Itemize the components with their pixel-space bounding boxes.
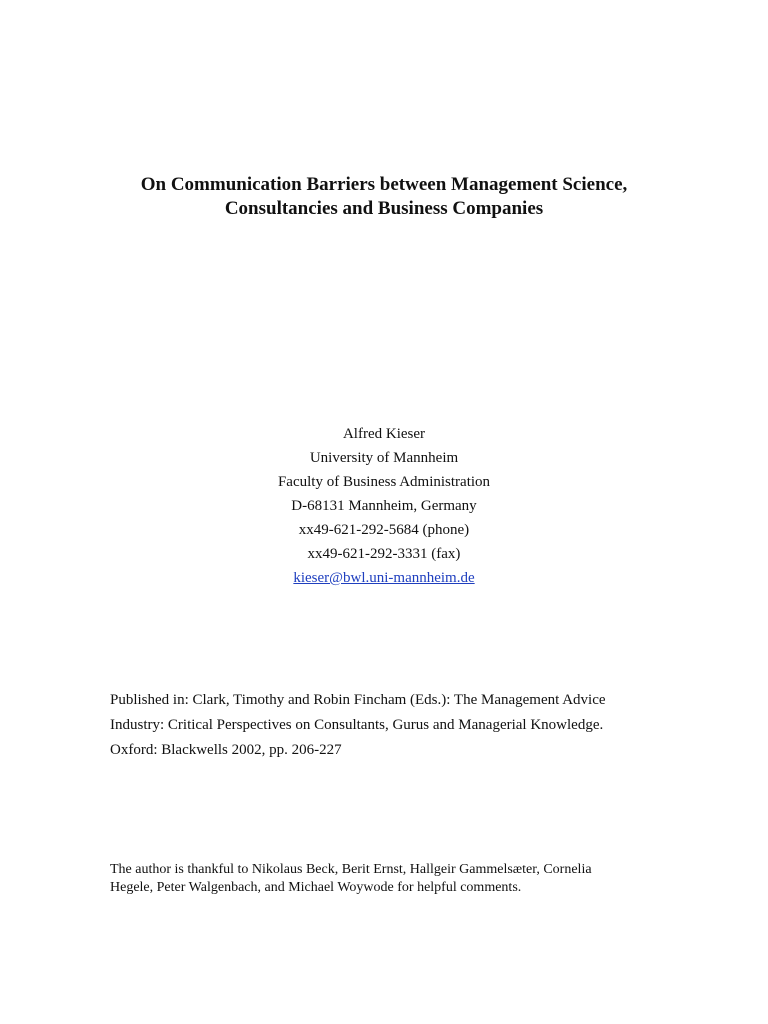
author-institution: University of Mannheim <box>309 450 459 466</box>
author-phone: xx49-621-292-5684 (phone) <box>298 522 470 538</box>
acknowledgement-line-1: The author is thankful to Nikolaus Beck, Berit Ernst, Hallgeir Gammelsæter, Cornelia <box>110 862 592 877</box>
author-fax: xx49-621-292-3331 (fax) <box>307 546 461 562</box>
author-name: Alfred Kieser <box>342 426 426 442</box>
acknowledgements <box>110 861 700 897</box>
publication-line-2: Industry: Critical Perspectives on Consultants, Gurus and Managerial Knowledge. <box>110 717 604 733</box>
author-faculty: Faculty of Business Administration <box>277 474 491 490</box>
author-email-link[interactable]: kieser@bwl.uni-mannheim.de <box>293 570 475 586</box>
publication-line-3: Oxford: Blackwells 2002, pp. 206-227 <box>110 742 342 758</box>
document-title-line-1: On Communication Barriers between Management Science, <box>140 174 628 195</box>
author-block <box>84 422 684 590</box>
document-title-line-2: Consultancies and Business Companies <box>224 198 544 219</box>
acknowledgement-line-2: Hegele, Peter Walgenbach, and Michael Woywode for helpful comments. <box>110 880 522 895</box>
author-email-row <box>84 566 684 590</box>
publication-line-1: Published in: Clark, Timothy and Robin Fincham (Eds.): The Management Advice <box>110 692 606 708</box>
author-address: D-68131 Mannheim, Germany <box>291 498 477 514</box>
publication-info <box>110 688 700 763</box>
